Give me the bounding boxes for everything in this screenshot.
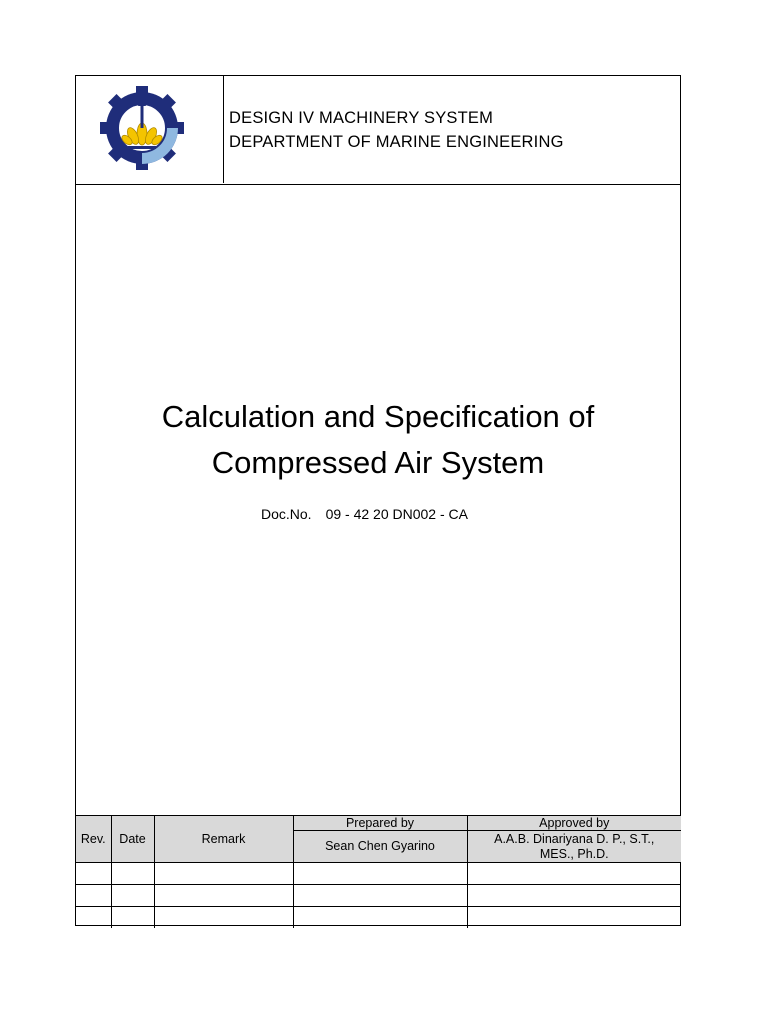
document-number bbox=[261, 506, 468, 522]
revision-row bbox=[76, 907, 681, 929]
revision-row bbox=[76, 863, 681, 885]
revision-table bbox=[76, 815, 681, 928]
approved-cell bbox=[467, 863, 681, 885]
date-header: Date bbox=[111, 816, 154, 863]
remark-cell bbox=[154, 885, 293, 907]
title-line-1: Calculation and Specification of bbox=[161, 399, 595, 434]
course-title: DESIGN IV MACHINERY SYSTEM bbox=[229, 109, 494, 127]
document-frame bbox=[75, 75, 681, 926]
prepared-cell bbox=[293, 863, 467, 885]
approved-by-name bbox=[467, 831, 681, 863]
rev-cell bbox=[76, 885, 111, 907]
approved-by-name-line-1: A.A.B. Dinariyana D. P., S.T., bbox=[494, 831, 655, 846]
remark-cell bbox=[154, 863, 293, 885]
prepared-cell bbox=[293, 907, 467, 929]
document-header bbox=[76, 76, 680, 185]
document-title bbox=[76, 394, 680, 486]
prepared-by-header: Prepared by bbox=[293, 816, 467, 831]
date-cell bbox=[111, 907, 154, 929]
date-cell bbox=[111, 885, 154, 907]
remark-header: Remark bbox=[154, 816, 293, 863]
department-title: DEPARTMENT OF MARINE ENGINEERING bbox=[229, 133, 564, 151]
revision-row bbox=[76, 885, 681, 907]
logo-cell bbox=[76, 76, 224, 183]
doc-no-label: Doc.No. bbox=[261, 506, 312, 522]
organization-name bbox=[229, 106, 564, 154]
remark-cell bbox=[154, 907, 293, 929]
rev-header: Rev. bbox=[76, 816, 111, 863]
approved-cell bbox=[467, 885, 681, 907]
date-cell bbox=[111, 863, 154, 885]
prepared-cell bbox=[293, 885, 467, 907]
title-line-2: Compressed Air System bbox=[211, 445, 545, 480]
rev-cell bbox=[76, 907, 111, 929]
approved-cell bbox=[467, 907, 681, 929]
its-institution-logo-icon bbox=[98, 84, 186, 172]
prepared-by-name: Sean Chen Gyarino bbox=[293, 831, 467, 863]
doc-no-value: 09 - 42 20 DN002 - CA bbox=[325, 506, 468, 522]
approved-by-name-line-2: MES., Ph.D. bbox=[539, 846, 609, 861]
rev-cell bbox=[76, 863, 111, 885]
approved-by-header: Approved by bbox=[467, 816, 681, 831]
